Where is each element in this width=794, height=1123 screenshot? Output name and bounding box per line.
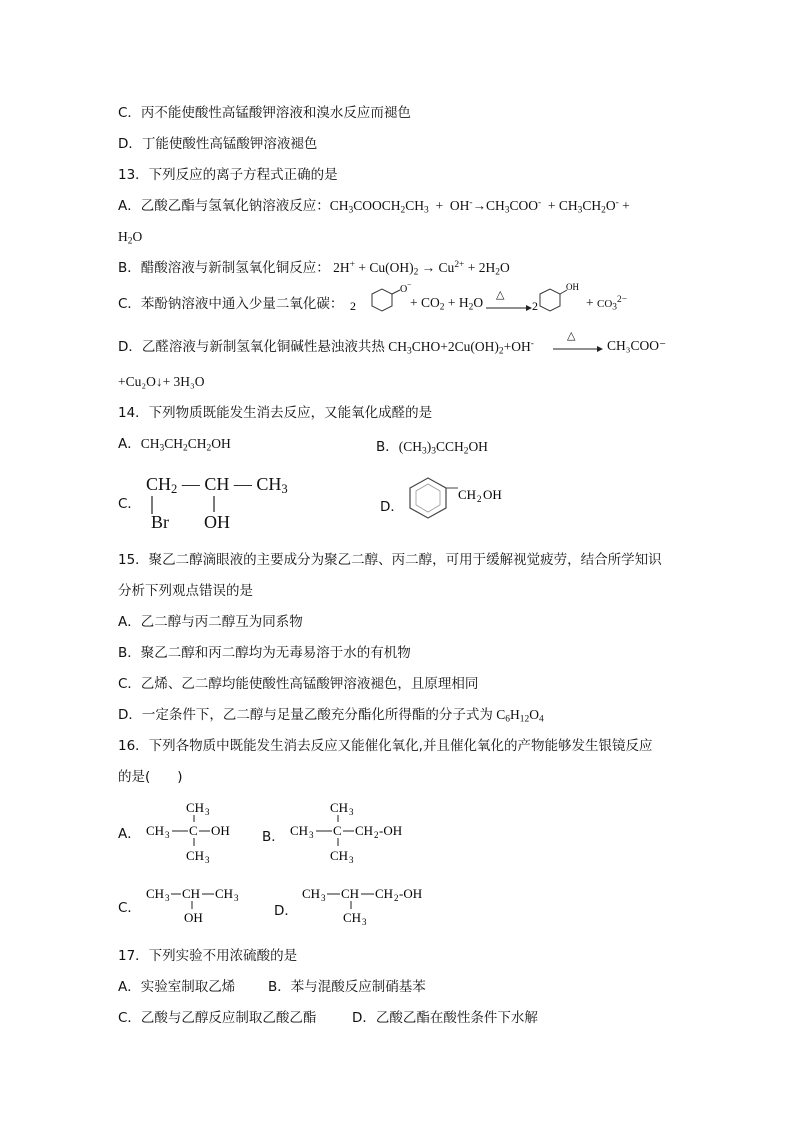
q14-d-label: D． — [380, 499, 404, 515]
svg-text:OH: OH — [566, 282, 579, 292]
q15-option-d — [118, 706, 544, 724]
svg-text:3: 3 — [165, 893, 170, 903]
svg-text:-OH: -OH — [399, 886, 423, 901]
svg-text:OH: OH — [184, 910, 203, 925]
q14-d-benzyl-alcohol — [404, 474, 514, 524]
q17-stem: 17．下列实验不用浓硫酸的是 — [118, 948, 298, 964]
q16-d-structure — [300, 880, 440, 930]
svg-text:2: 2 — [394, 893, 399, 903]
q16-b-label: B． — [262, 829, 285, 845]
q17-option-c: C．乙酸与乙醇反应制取乙酸乙酯 — [118, 1010, 317, 1026]
svg-text:3: 3 — [349, 855, 354, 865]
q13-stem: 13．下列反应的离子方程式正确的是 — [118, 167, 338, 183]
q13-d-reactants: $CH_3CHO+2Cu(OH)_2+OH^-$ — [384, 338, 534, 357]
svg-text:2: 2 — [477, 494, 482, 504]
q17-option-d: D．乙酸乙酯在酸性条件下水解 — [352, 1010, 538, 1026]
q16-a-label: A． — [118, 826, 141, 842]
q13-c-reactants: + $CO_2 + H_2O$ — [410, 295, 484, 313]
q13-d-label: D．乙醛溶液与新制氢氧化铜碱性悬浊液共热 — [118, 339, 385, 355]
svg-text:CH: CH — [375, 886, 394, 901]
q14-b-label: B． — [376, 439, 399, 455]
svg-text:CH: CH — [186, 848, 205, 863]
svg-text:O: O — [400, 284, 408, 295]
q14-option-a — [118, 435, 231, 453]
svg-text:2: 2 — [350, 299, 356, 313]
q15-option-b: B．聚乙二醇和丙二醇均为无毒易溶于水的有机物 — [118, 645, 411, 661]
svg-text:3: 3 — [309, 830, 314, 840]
svg-text:OH: OH — [483, 487, 502, 502]
svg-text:CH: CH — [330, 800, 349, 815]
svg-text:3: 3 — [349, 807, 354, 817]
q13-b-equation: $2H^+ + Cu(OH)_2 \to Cu^{2+} + 2H_2O$ — [329, 259, 510, 278]
q17-option-a: A．实验室制取乙烯 — [118, 979, 236, 995]
svg-text:2: 2 — [374, 830, 379, 840]
svg-text:-OH: -OH — [379, 823, 403, 838]
svg-text:CH: CH — [330, 848, 349, 863]
q14-option-b — [376, 435, 488, 455]
svg-text:3: 3 — [205, 807, 210, 817]
q15-d-text: D．一定条件下，乙二醇与足量乙酸充分酯化所得酯的分子式为 — [118, 707, 493, 723]
q13-c-products: + $CO_3^{2-}$ — [586, 294, 628, 313]
q13-a-label: A．乙酸乙酯与氢氧化钠溶液反应： — [118, 198, 330, 214]
q15-d-formula: $C_6H_{12}O_4$ — [492, 707, 544, 725]
q16-stem-line2: 的是( ) — [118, 769, 183, 785]
q16-stem-line1: 16．下列各物质中既能发生消去反应又能催化氧化,并且催化氧化的产物能够发生银镜反应 — [118, 738, 653, 754]
q17-option-b: B．苯与混酸反应制硝基苯 — [268, 979, 426, 995]
q13-option-b — [118, 259, 510, 277]
svg-text:CH: CH — [146, 886, 165, 901]
svg-text:C: C — [189, 823, 198, 838]
phenoxide-structure — [350, 280, 412, 320]
q14-a-formula: $CH_3CH_2CH_2OH$ — [140, 436, 231, 454]
q15-stem-line1: 15．聚乙二醇滴眼液的主要成分为聚乙二醇、丙二醇，可用于缓解视觉疲劳，结合所学知识 — [118, 552, 662, 568]
q13-b-label: B．醋酸溶液与新制氢氧化铜反应： — [118, 260, 330, 276]
svg-text:CH: CH — [355, 823, 374, 838]
q14-a-label: A． — [118, 436, 141, 452]
q16-b-structure — [288, 798, 428, 868]
q13-option-d — [118, 338, 534, 356]
q13-d-product: CH₃COO⁻ — [607, 338, 667, 353]
q12-option-c: C．丙不能使酸性高锰酸钾溶液和溴水反应而褪色 — [118, 105, 411, 121]
svg-text:3: 3 — [321, 893, 326, 903]
q16-c-structure — [144, 880, 264, 930]
q13-option-a — [118, 197, 630, 215]
q16-c-label: C． — [118, 900, 141, 916]
svg-text:C: C — [333, 823, 342, 838]
svg-text:CH: CH — [341, 886, 360, 901]
q16-d-label: D． — [274, 903, 298, 919]
svg-text:OH: OH — [211, 823, 230, 838]
q13-c-label: C．苯酚钠溶液中通入少量二氧化碳： — [118, 296, 344, 312]
q14-stem: 14．下列物质既能发生消去反应，又能氧化成醛的是 — [118, 405, 433, 421]
svg-text:CH: CH — [290, 823, 309, 838]
svg-text:3: 3 — [165, 830, 170, 840]
q12-option-d: D．丁能使酸性高锰酸钾溶液褪色 — [118, 136, 318, 152]
q15-stem-line2: 分析下列观点错误的是 — [118, 583, 253, 599]
q15-option-c: C．乙烯、乙二醇均能使酸性高锰酸钾溶液褪色，且原理相同 — [118, 676, 479, 692]
q14-c-br: Br — [151, 512, 169, 532]
q13-d-line2: +Cu₂O↓+ 3H₃O — [118, 374, 205, 389]
q14-c-oh: OH — [204, 512, 230, 532]
svg-text:3: 3 — [362, 917, 367, 927]
q14-c-label: C． — [118, 496, 141, 512]
svg-text:CH: CH — [182, 886, 201, 901]
svg-text:CH: CH — [302, 886, 321, 901]
svg-text:−: − — [407, 280, 412, 289]
svg-text:2: 2 — [532, 299, 538, 313]
q15-option-a: A．乙二醇与丙二醇互为同系物 — [118, 614, 303, 630]
q14-b-formula: $(CH_3)_3CCH_2OH$ — [398, 439, 488, 457]
svg-text:CH: CH — [146, 823, 165, 838]
svg-text:CH: CH — [186, 800, 205, 815]
svg-text:CH: CH — [458, 487, 477, 502]
svg-text:CH: CH — [343, 910, 362, 925]
svg-text:3: 3 — [205, 855, 210, 865]
q16-a-structure — [144, 798, 254, 868]
svg-text:3: 3 — [234, 893, 239, 903]
q14-c-formula: $CH_2$ — CH — $CH_3$ — [146, 474, 288, 497]
q13-a-equation: $CH_3COOCH_2CH_3 + OH^-\to CH_3COO^- + CH_3CH_2O^-$ + — [329, 197, 630, 216]
q13-a-line2: $H_2O$ — [118, 229, 143, 247]
svg-text:CH: CH — [215, 886, 234, 901]
